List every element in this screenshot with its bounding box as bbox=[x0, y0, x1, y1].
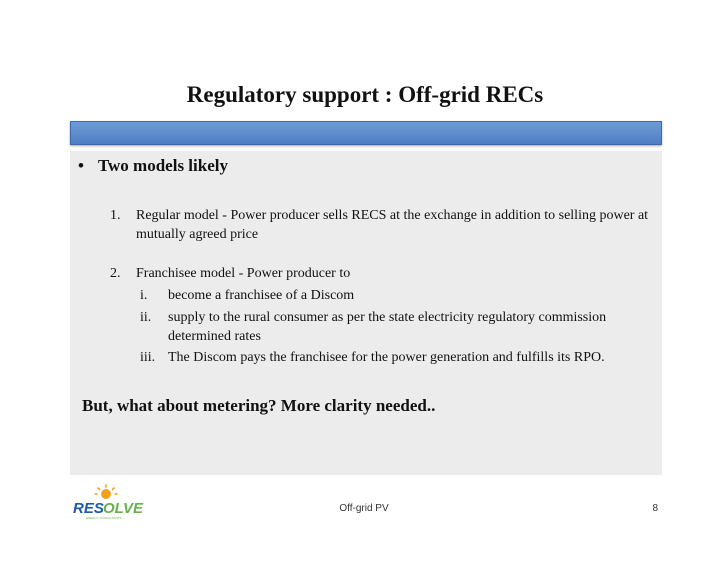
sub-item-number: ii. bbox=[140, 310, 152, 325]
sun-icon bbox=[95, 485, 117, 499]
title-accent-bar bbox=[70, 121, 662, 145]
footer-label: Off-grid PV bbox=[339, 503, 389, 514]
closing-statement: But, what about metering? More clarity needed.. bbox=[82, 396, 436, 415]
sub-item-number: i. bbox=[140, 288, 148, 303]
list-number: 2. bbox=[110, 266, 121, 281]
sub-item-3 bbox=[140, 348, 605, 367]
list-item-2 bbox=[110, 264, 350, 283]
list-text-line: Franchisee model - Power producer to bbox=[136, 266, 351, 281]
sub-item-number: iii. bbox=[140, 350, 156, 365]
list-number: 1. bbox=[110, 208, 121, 223]
list-item-1 bbox=[110, 206, 648, 244]
resolve-logo bbox=[72, 484, 144, 520]
sub-item-text: supply to the rural consumer as per the state electricity regulatory commission bbox=[168, 310, 607, 325]
svg-text:OLVE: OLVE bbox=[103, 500, 144, 517]
sub-item-2 bbox=[140, 308, 606, 346]
page-number: 8 bbox=[652, 503, 658, 514]
slide-title: Regulatory support : Off-grid RECs bbox=[186, 82, 544, 107]
bullet-marker: • bbox=[78, 156, 84, 175]
bullet-text: Two models likely bbox=[97, 156, 228, 175]
sub-item-text: become a franchisee of a Discom bbox=[168, 288, 355, 303]
svg-text:ENERGY CONSULTANTS: ENERGY CONSULTANTS bbox=[86, 516, 122, 520]
sub-item-text: determined rates bbox=[168, 329, 261, 344]
bullet-item bbox=[78, 156, 228, 176]
sub-item-1 bbox=[140, 286, 354, 305]
sub-item-text: The Discom pays the franchisee for the power generation and fulfills its RPO. bbox=[168, 350, 605, 365]
list-text-line: Regular model - Power producer sells RECS at the exchange in addition to selling power at bbox=[136, 208, 649, 223]
list-text-line: mutually agreed price bbox=[136, 227, 259, 242]
svg-text:RES: RES bbox=[73, 500, 104, 517]
